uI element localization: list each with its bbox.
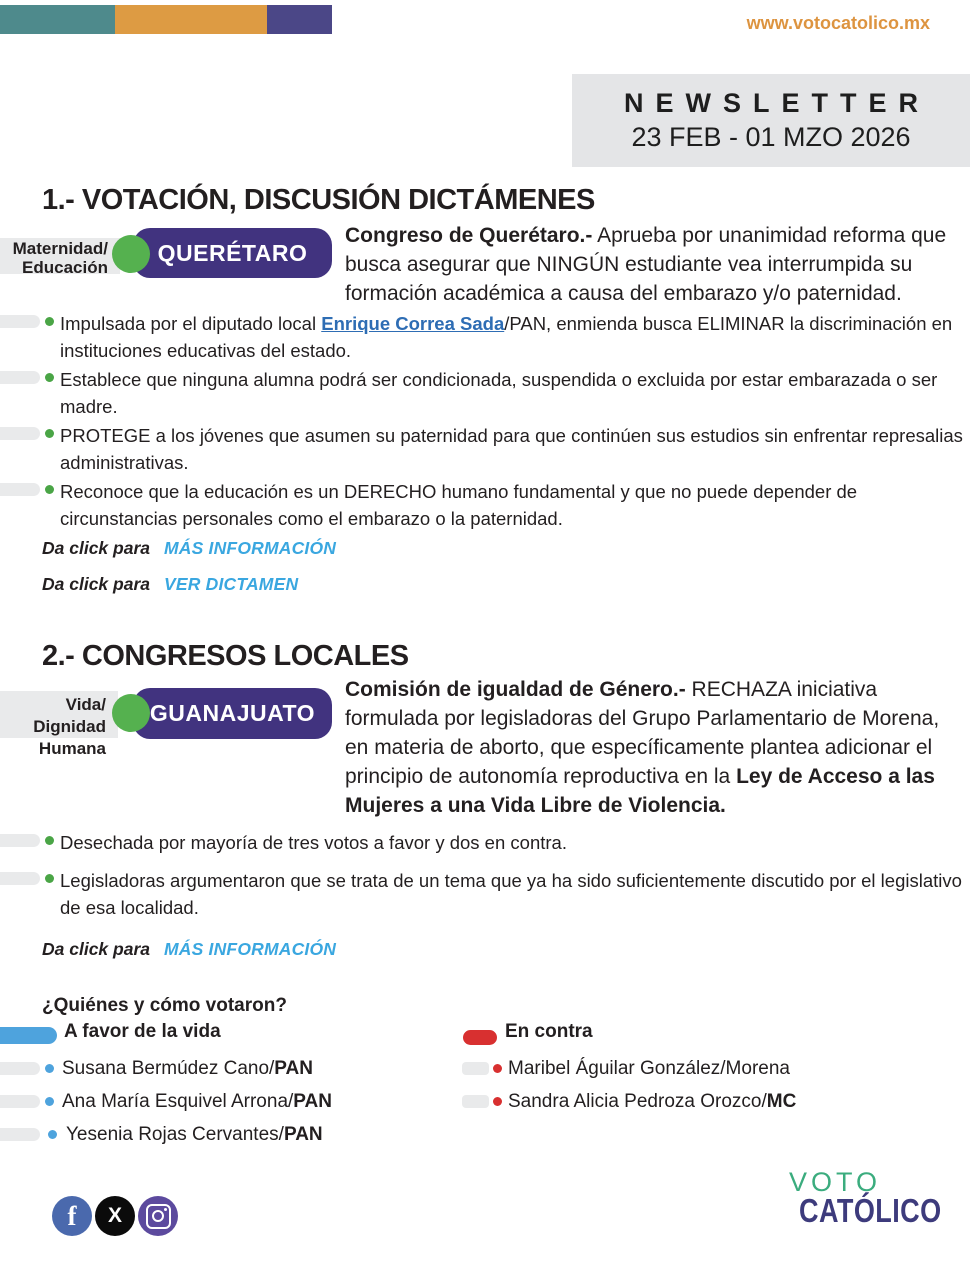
more-info-link[interactable]: MÁS INFORMACIÓN xyxy=(163,538,337,558)
bullet-text: Reconoce que la educación es un DERECHO humano fundamental y que no puede depender de circunstancias personales como el embarazo o la paternidad. xyxy=(60,481,858,529)
lead-bold: Comisión de igualdad de Género.- xyxy=(345,678,686,701)
voter-party: MC xyxy=(766,1091,797,1112)
click-prefix: Da click para xyxy=(42,538,150,558)
bullet-item xyxy=(0,366,974,420)
lead-bold: Congreso de Querétaro.- xyxy=(345,224,593,247)
voter-name: Ana María Esquivel Arrona/ xyxy=(62,1091,294,1112)
favor-bar-icon xyxy=(0,1027,57,1044)
bullet-text: Impulsada por el diputado local xyxy=(60,313,322,334)
lead-rest: Aprueba por unanimidad reforma que busca asegurar que NINGÚN estudiante vea interrumpida su formación académica a causa del embarazo y/o paternidad. xyxy=(345,224,947,305)
section2-heading: 2.- CONGRESOS LOCALES xyxy=(42,640,409,672)
x-glyph: X xyxy=(107,1204,122,1227)
voter-name: Susana Bermúdez Cano/ xyxy=(62,1058,275,1079)
voter-party: PAN xyxy=(293,1091,333,1112)
section1-state-pill: QUERÉTARO xyxy=(133,228,332,278)
newsletter-box xyxy=(572,74,970,167)
bullet-text: Desechada por mayoría de tres votos a favor y dos en contra. xyxy=(60,832,567,853)
newsletter-dates: 23 FEB - 01 MZO 2026 xyxy=(631,122,911,152)
item-bar xyxy=(462,1062,489,1075)
facebook-icon[interactable] xyxy=(52,1196,92,1236)
bullet-text: PROTEGE a los jóvenes que asumen su paternidad para que continúen sus estudios sin enfrentar represalias administrativas. xyxy=(60,425,963,473)
stripe-teal xyxy=(0,5,115,34)
stripe-orange xyxy=(115,5,267,34)
voter-name: Yesenia Rojas Cervantes/ xyxy=(66,1124,284,1145)
bullet-item xyxy=(0,867,974,921)
green-circle-icon xyxy=(112,694,150,732)
contra-header: En contra xyxy=(505,1021,593,1042)
logo-catolico: CATÓLICO xyxy=(799,1192,942,1229)
bullet-item xyxy=(0,310,974,364)
bullet-text: /PAN, enmienda busca ELIMINAR la discriminación en instituciones educativas del estado. xyxy=(60,313,953,361)
tag-line: Dignidad xyxy=(33,717,106,736)
bullet-dot-icon xyxy=(45,836,54,845)
bullet-text: Establece que ninguna alumna podrá ser condicionada, suspendida o excluida por estar embarazada o ser madre. xyxy=(60,369,938,417)
instagram-lens xyxy=(152,1210,164,1222)
bullet-item xyxy=(0,478,974,532)
voter-name: Maribel Águilar González/Morena xyxy=(508,1058,790,1079)
facebook-glyph: f xyxy=(67,1200,77,1231)
bullet-dot-icon xyxy=(45,429,54,438)
bullet-bar xyxy=(0,427,40,440)
voter-party: PAN xyxy=(283,1124,323,1145)
bullet-bar xyxy=(0,834,40,847)
see-ruling-link[interactable]: VER DICTAMEN xyxy=(163,574,299,594)
section1-tag-label xyxy=(0,239,108,277)
favor-header: A favor de la vida xyxy=(64,1021,221,1042)
section1-lead xyxy=(345,221,955,308)
voting-question: ¿Quiénes y cómo votaron? xyxy=(42,995,287,1016)
person-link[interactable]: Enrique Correa Sada xyxy=(321,313,505,334)
red-dot-icon xyxy=(493,1097,502,1106)
contra-bar-icon xyxy=(463,1030,497,1045)
more-info-row xyxy=(42,538,336,559)
favor-vote-item xyxy=(0,1124,460,1146)
instagram-glyph xyxy=(146,1204,171,1229)
click-prefix: Da click para xyxy=(42,574,150,594)
stripe-purple xyxy=(267,5,332,34)
item-bar xyxy=(462,1095,489,1108)
more-info-link[interactable]: MÁS INFORMACIÓN xyxy=(163,939,337,959)
x-icon[interactable] xyxy=(95,1196,135,1236)
red-dot-icon xyxy=(493,1064,502,1073)
voter-name: Sandra Alicia Pedroza Orozco/ xyxy=(508,1091,767,1112)
section2-lead xyxy=(345,675,955,820)
site-url-link[interactable]: www.votocatolico.mx xyxy=(746,13,930,33)
bullet-dot-icon xyxy=(45,485,54,494)
bullet-bar xyxy=(0,315,40,328)
section2-tag-label xyxy=(0,694,106,760)
logo-voto: VOTO xyxy=(789,1167,882,1197)
bullet-text: Legisladoras argumentaron que se trata de un tema que ya ha sido suficientemente discutido por el legislativo de esa localidad. xyxy=(60,870,962,918)
section1-heading: 1.- VOTACIÓN, DISCUSIÓN DICTÁMENES xyxy=(42,184,595,216)
newsletter-title: NEWSLETTER xyxy=(624,88,930,118)
lead-bold: Ley de Acceso a las Mujeres a una Vida Libre de Violencia. xyxy=(345,765,935,817)
bullet-item xyxy=(0,422,974,476)
bullet-bar xyxy=(0,371,40,384)
section2-state-pill: GUANAJUATO xyxy=(133,688,332,739)
see-ruling-row xyxy=(42,574,298,595)
bullet-bar xyxy=(0,872,40,885)
contra-vote-item xyxy=(0,1091,974,1113)
tag-line: Educación xyxy=(22,258,108,277)
bullet-bar xyxy=(0,483,40,496)
contra-vote-item xyxy=(0,1058,974,1080)
tag-line: Maternidad/ xyxy=(12,239,108,258)
tag-line: Vida/ xyxy=(65,695,106,714)
click-prefix: Da click para xyxy=(42,939,150,959)
instagram-icon[interactable] xyxy=(138,1196,178,1236)
tag-line: Humana xyxy=(38,739,106,758)
bullet-dot-icon xyxy=(45,373,54,382)
item-bar xyxy=(0,1128,40,1141)
voter-party: PAN xyxy=(274,1058,314,1079)
bullet-dot-icon xyxy=(45,317,54,326)
lead-rest: RECHAZA iniciativa formulada por legisladoras del Grupo Parlamentario de Morena, en materia de aborto, que específicamente plantea adicionar el principio de autonomía reproductiva en la xyxy=(345,678,940,788)
green-circle-icon xyxy=(112,235,150,273)
instagram-dot xyxy=(164,1208,167,1211)
more-info-row xyxy=(42,939,336,960)
bullet-dot-icon xyxy=(45,874,54,883)
blue-dot-icon xyxy=(48,1130,57,1139)
bullet-item xyxy=(0,829,974,856)
